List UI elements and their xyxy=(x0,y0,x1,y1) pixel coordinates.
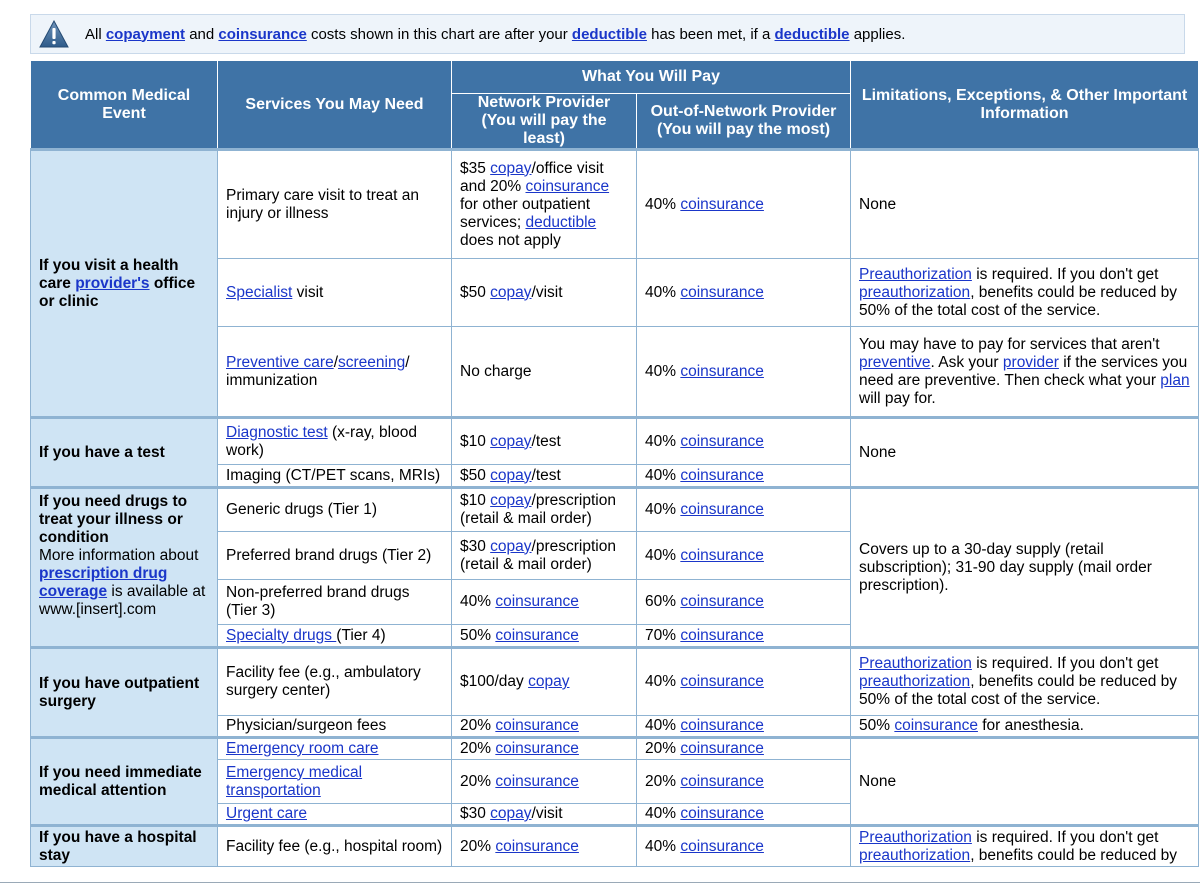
benefits-table xyxy=(30,60,1199,867)
table-row xyxy=(31,826,1199,867)
header-services: Services You May Need xyxy=(218,61,452,150)
out-of-network-cost-cell: 40% coinsurance xyxy=(637,716,851,738)
coinsurance-link[interactable]: coinsurance xyxy=(680,546,764,564)
out-of-network-cost-cell: 40% coinsurance xyxy=(637,804,851,826)
event-hospital-stay: If you have a hospital stay xyxy=(31,826,218,867)
preauthorization-link[interactable]: preauthorization xyxy=(859,283,971,301)
service-cell: Preventive care/screening/ immunization xyxy=(218,327,452,418)
coinsurance-link[interactable]: coinsurance xyxy=(680,283,764,301)
urgent-care-link[interactable]: Urgent care xyxy=(226,805,307,822)
coinsurance-link[interactable]: coinsurance xyxy=(680,432,764,450)
network-cost-cell: $10 copay/test xyxy=(452,418,637,465)
provider-link[interactable]: provider's xyxy=(75,274,150,292)
copay-link[interactable]: copay xyxy=(490,466,532,484)
out-of-network-cost-cell: 40% coinsurance xyxy=(637,488,851,532)
service-cell: Facility fee (e.g., ambulatory surgery center) xyxy=(218,648,452,716)
network-cost-cell: 20% coinsurance xyxy=(452,738,637,760)
preauthorization-link[interactable]: preauthorization xyxy=(859,673,971,690)
out-of-network-cost-cell: 40% coinsurance xyxy=(637,327,851,418)
table-row xyxy=(31,488,1199,532)
deductible-notice xyxy=(30,14,1185,54)
service-cell: Generic drugs (Tier 1) xyxy=(218,488,452,532)
copay-link[interactable]: copay xyxy=(490,805,532,822)
service-cell xyxy=(218,738,452,760)
header-limitations: Limitations, Exceptions, & Other Important Information xyxy=(851,61,1199,150)
limitations-cell: 50% coinsurance for anesthesia. xyxy=(851,716,1199,738)
copay-link[interactable]: copay xyxy=(490,159,532,177)
coinsurance-link[interactable]: coinsurance xyxy=(495,593,579,610)
out-of-network-cost-cell: 40% coinsurance xyxy=(637,648,851,716)
header-network-provider: Network Provider (You will pay the least) xyxy=(452,94,637,150)
provider-link[interactable]: provider xyxy=(1002,353,1059,371)
service-cell: Imaging (CT/PET scans, MRIs) xyxy=(218,465,452,488)
preauthorization-link[interactable]: Preauthorization xyxy=(859,265,972,283)
coinsurance-link[interactable]: coinsurance xyxy=(680,593,764,610)
event-need-drugs: If you need drugs to treat your illness or condition More information about prescription drug coverage is available at www.[insert].com xyxy=(31,488,218,648)
coinsurance-link[interactable]: coinsurance xyxy=(495,772,579,790)
coinsurance-link[interactable]: coinsurance xyxy=(680,362,764,380)
coinsurance-link[interactable]: coinsurance xyxy=(680,717,764,734)
service-cell: Non-preferred brand drugs (Tier 3) xyxy=(218,580,452,625)
service-cell: Facility fee (e.g., hospital room) xyxy=(218,826,452,867)
coinsurance-link[interactable]: coinsurance xyxy=(680,740,764,757)
service-cell: Specialty drugs (Tier 4) xyxy=(218,625,452,648)
network-cost-cell: $10 copay/prescription (retail & mail order) xyxy=(452,488,637,532)
preauthorization-link[interactable]: Preauthorization xyxy=(859,828,972,846)
event-visit-provider: If you visit a health care provider's office or clinic xyxy=(31,150,218,418)
out-of-network-cost-cell: 40% coinsurance xyxy=(637,465,851,488)
warning-triangle-icon xyxy=(39,20,69,48)
preventive-link[interactable]: preventive xyxy=(859,353,931,371)
network-cost-cell: $35 copay/office visit and 20% coinsurance for other outpatient services; deductible does not apply xyxy=(452,150,637,259)
network-cost-cell: $50 copay/visit xyxy=(452,259,637,327)
out-of-network-cost-cell: 60% coinsurance xyxy=(637,580,851,625)
coinsurance-link[interactable]: coinsurance xyxy=(495,740,579,757)
out-of-network-cost-cell: 70% coinsurance xyxy=(637,625,851,648)
copay-link[interactable]: copay xyxy=(528,673,570,690)
service-cell: Specialist visit xyxy=(218,259,452,327)
limitations-cell: None xyxy=(851,150,1199,259)
network-cost-cell: 50% coinsurance xyxy=(452,625,637,648)
preventive-care-link[interactable]: Preventive care xyxy=(226,353,334,371)
table-row xyxy=(31,150,1199,259)
emergency-room-care-link[interactable]: Emergency room care xyxy=(226,740,379,757)
limitations-cell: Preauthorization is required. If you don't get preauthorization, benefits could be reduced by 50% of the total cost of the service. xyxy=(851,648,1199,716)
coinsurance-link[interactable]: coinsurance xyxy=(680,837,764,855)
coinsurance-link[interactable]: coinsurance xyxy=(495,717,579,734)
limitations-cell: Covers up to a 30-day supply (retail subscription); 31-90 day supply (mail order prescription). xyxy=(851,488,1199,648)
deductible-link[interactable]: deductible xyxy=(774,25,850,43)
network-cost-cell: $30 copay/visit xyxy=(452,804,637,826)
network-cost-cell: $50 copay/test xyxy=(452,465,637,488)
limitations-cell: Preauthorization is required. If you don't get preauthorization, benefits could be reduced by 50% of the total cost of the service. xyxy=(851,259,1199,327)
coinsurance-link[interactable]: coinsurance xyxy=(218,25,307,43)
copay-link[interactable]: copay xyxy=(490,492,532,509)
out-of-network-cost-cell: 40% coinsurance xyxy=(637,826,851,867)
page-divider xyxy=(0,882,1200,883)
event-outpatient-surgery: If you have outpatient surgery xyxy=(31,648,218,738)
copayment-link[interactable]: copayment xyxy=(105,25,186,43)
out-of-network-cost-cell: 20% coinsurance xyxy=(637,760,851,804)
out-of-network-cost-cell: 40% coinsurance xyxy=(637,150,851,259)
coinsurance-link[interactable]: coinsurance xyxy=(680,673,764,690)
event-immediate-attention: If you need immediate medical attention xyxy=(31,738,218,826)
network-cost-cell: $30 copay/prescription (retail & mail order) xyxy=(452,532,637,580)
coinsurance-link[interactable]: coinsurance xyxy=(894,717,978,734)
notice-text: All copayment and coinsurance costs shown in this chart are after your deductible has been met, if a deductible applies. xyxy=(85,25,906,43)
prescription-drug-coverage-link[interactable]: prescription drug coverage xyxy=(39,565,168,600)
network-cost-cell: 20% coinsurance xyxy=(452,716,637,738)
table-row xyxy=(31,738,1199,760)
table-row xyxy=(31,648,1199,716)
service-cell xyxy=(218,804,452,826)
screening-link[interactable]: screening xyxy=(338,353,406,371)
deductible-link[interactable]: deductible xyxy=(525,213,597,231)
service-cell: Preferred brand drugs (Tier 2) xyxy=(218,532,452,580)
header-out-of-network-provider: Out-of-Network Provider (You will pay the most) xyxy=(637,94,851,150)
header-what-you-will-pay: What You Will Pay xyxy=(452,61,851,94)
coinsurance-link[interactable]: coinsurance xyxy=(680,626,764,644)
diagnostic-test-link[interactable]: Diagnostic test xyxy=(226,423,328,441)
coinsurance-link[interactable]: coinsurance xyxy=(680,772,764,790)
service-cell: Primary care visit to treat an injury or illness xyxy=(218,150,452,259)
network-cost-cell: $100/day copay xyxy=(452,648,637,716)
preauthorization-link[interactable]: Preauthorization xyxy=(859,655,972,672)
coinsurance-link[interactable]: coinsurance xyxy=(525,177,610,195)
table-row xyxy=(31,418,1199,465)
out-of-network-cost-cell: 40% coinsurance xyxy=(637,418,851,465)
specialist-link[interactable]: Specialist xyxy=(226,283,293,301)
service-cell: Diagnostic test (x-ray, blood work) xyxy=(218,418,452,465)
event-have-test: If you have a test xyxy=(31,418,218,488)
service-cell: Physician/surgeon fees xyxy=(218,716,452,738)
emergency-transportation-link[interactable]: Emergency medical transportation xyxy=(226,763,363,799)
network-cost-cell: 20% coinsurance xyxy=(452,826,637,867)
out-of-network-cost-cell: 40% coinsurance xyxy=(637,532,851,580)
limitations-cell: You may have to pay for services that aren't preventive. Ask your provider if the services you need are preventive. Then check what your plan will pay for. xyxy=(851,327,1199,418)
out-of-network-cost-cell: 40% coinsurance xyxy=(637,259,851,327)
limitations-cell: None xyxy=(851,738,1199,826)
limitations-cell: Preauthorization is required. If you don't get preauthorization, benefits could be reduced by xyxy=(851,826,1199,867)
preauthorization-link[interactable]: preauthorization xyxy=(859,846,971,864)
coinsurance-link[interactable]: coinsurance xyxy=(680,466,764,484)
coinsurance-link[interactable]: coinsurance xyxy=(680,195,764,213)
limitations-cell: None xyxy=(851,418,1199,488)
out-of-network-cost-cell: 20% coinsurance xyxy=(637,738,851,760)
copay-link[interactable]: copay xyxy=(490,432,532,450)
service-cell xyxy=(218,760,452,804)
coinsurance-link[interactable]: coinsurance xyxy=(680,805,764,822)
specialty-drugs-link[interactable]: Specialty drugs xyxy=(226,626,337,644)
network-cost-cell: 20% coinsurance xyxy=(452,760,637,804)
coinsurance-link[interactable]: coinsurance xyxy=(495,626,579,644)
network-cost-cell: 40% coinsurance xyxy=(452,580,637,625)
network-cost-cell: No charge xyxy=(452,327,637,418)
deductible-link[interactable]: deductible xyxy=(571,25,647,43)
header-common-medical-event: Common Medical Event xyxy=(31,61,218,150)
plan-link[interactable]: plan xyxy=(1160,371,1190,389)
copay-link[interactable]: copay xyxy=(490,537,532,555)
coinsurance-link[interactable]: coinsurance xyxy=(495,837,579,855)
copay-link[interactable]: copay xyxy=(490,283,532,301)
coinsurance-link[interactable]: coinsurance xyxy=(680,501,764,518)
